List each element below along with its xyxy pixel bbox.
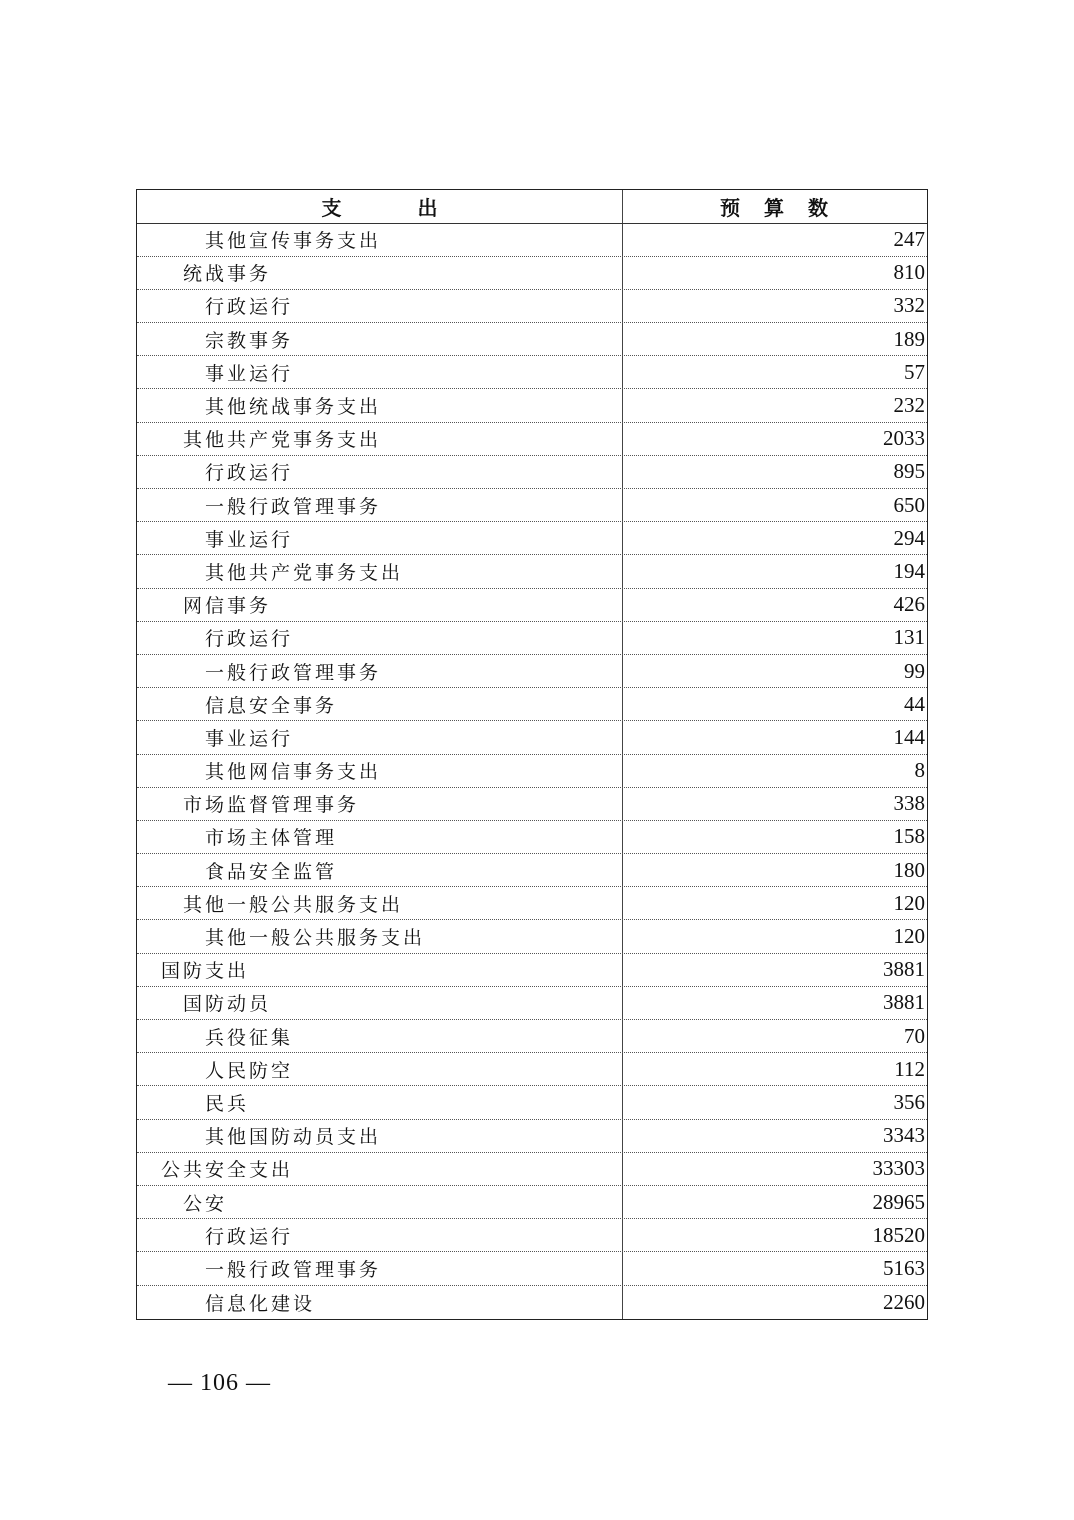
row-budget-value: 57: [904, 359, 925, 384]
header-budget-char: 数: [808, 195, 828, 220]
row-item-name: 网信事务: [137, 589, 623, 621]
table-row: [137, 522, 927, 555]
row-budget-value: 2033: [883, 426, 925, 451]
row-budget-value: 650: [893, 492, 925, 517]
header-budget-char: 算: [764, 195, 784, 220]
table-row: [137, 854, 927, 887]
row-item-name: 兵役征集: [137, 1020, 623, 1052]
row-item-name: 其他网信事务支出: [137, 755, 623, 787]
table-row: [137, 290, 927, 323]
page-number: — 106 —: [168, 1370, 271, 1396]
row-item-name: 食品安全监管: [137, 854, 623, 886]
table-row: [137, 721, 927, 754]
row-item-name: 统战事务: [137, 257, 623, 289]
table-row: [137, 920, 927, 953]
row-budget-value: 3881: [883, 990, 925, 1015]
row-budget-value: 426: [893, 592, 925, 617]
table-row: [137, 1286, 927, 1319]
table-row: [137, 1086, 927, 1119]
row-budget-value: 44: [904, 691, 925, 716]
row-budget-value: 189: [893, 326, 925, 351]
row-item-name: 人民防空: [137, 1053, 623, 1085]
table-row: [137, 1053, 927, 1086]
row-budget-value: 70: [904, 1023, 925, 1048]
row-budget-value: 895: [893, 459, 925, 484]
table-row: [137, 1186, 927, 1219]
table-row: [137, 688, 927, 721]
row-item-name: 其他一般公共服务支出: [137, 920, 623, 952]
row-budget-value: 247: [893, 227, 925, 252]
table-row: [137, 755, 927, 788]
header-budget-char: 预: [720, 195, 740, 220]
row-budget-value: 131: [893, 625, 925, 650]
row-item-name: 事业运行: [137, 356, 623, 388]
table-row: [137, 423, 927, 456]
row-item-name: 国防动员: [137, 987, 623, 1019]
row-item-name: 行政运行: [137, 456, 623, 488]
row-budget-value: 120: [893, 890, 925, 915]
table-row: [137, 589, 927, 622]
row-budget-value: 194: [893, 558, 925, 583]
row-item-name: 其他宣传事务支出: [137, 224, 623, 256]
row-item-name: 公共安全支出: [137, 1153, 623, 1185]
row-item-name: 其他共产党事务支出: [137, 423, 623, 455]
table-row: [137, 1120, 927, 1153]
row-budget-value: 18520: [872, 1222, 925, 1247]
row-budget-value: 2260: [883, 1289, 925, 1314]
row-item-name: 一般行政管理事务: [137, 655, 623, 687]
row-budget-value: 99: [904, 658, 925, 683]
table-row: [137, 788, 927, 821]
row-item-name: 行政运行: [137, 290, 623, 322]
row-item-name: 一般行政管理事务: [137, 489, 623, 521]
table-row: [137, 954, 927, 987]
row-budget-value: 810: [893, 260, 925, 285]
row-budget-value: 3343: [883, 1123, 925, 1148]
row-budget-value: 338: [893, 791, 925, 816]
row-budget-value: 158: [893, 824, 925, 849]
table-row: [137, 987, 927, 1020]
row-item-name: 民兵: [137, 1086, 623, 1118]
table-row: [137, 821, 927, 854]
row-item-name: 公安: [137, 1186, 623, 1218]
row-budget-value: 8: [914, 758, 925, 783]
table-row: [137, 456, 927, 489]
header-expenditure: [137, 190, 623, 223]
row-item-name: 事业运行: [137, 721, 623, 753]
table-row: [137, 224, 927, 257]
table-body: [137, 224, 927, 1319]
table-row: [137, 489, 927, 522]
table-header: [137, 190, 927, 224]
row-budget-value: 3881: [883, 957, 925, 982]
row-item-name: 市场监督管理事务: [137, 788, 623, 820]
row-budget-value: 180: [893, 857, 925, 882]
row-item-name: 其他统战事务支出: [137, 389, 623, 421]
row-item-name: 其他国防动员支出: [137, 1120, 623, 1152]
row-budget-value: 332: [893, 293, 925, 318]
row-budget-value: 356: [893, 1089, 925, 1114]
table-row: [137, 389, 927, 422]
row-item-name: 信息安全事务: [137, 688, 623, 720]
table-row: [137, 323, 927, 356]
header-expenditure-char: 出: [417, 195, 438, 220]
table-row: [137, 1219, 927, 1252]
header-expenditure-char: 支: [321, 195, 342, 220]
row-budget-value: 112: [894, 1056, 925, 1081]
row-item-name: 事业运行: [137, 522, 623, 554]
row-item-name: 市场主体管理: [137, 821, 623, 853]
row-item-name: 一般行政管理事务: [137, 1252, 623, 1284]
row-item-name: 宗教事务: [137, 323, 623, 355]
row-budget-value: 5163: [883, 1255, 925, 1280]
table-row: [137, 555, 927, 588]
table-row: [137, 257, 927, 290]
row-budget-value: 120: [893, 924, 925, 949]
table-row: [137, 655, 927, 688]
table-row: [137, 1252, 927, 1285]
budget-table: [136, 189, 928, 1320]
row-budget-value: 33303: [872, 1156, 925, 1181]
table-row: [137, 1020, 927, 1053]
row-budget-value: 294: [893, 525, 925, 550]
table-row: [137, 1153, 927, 1186]
row-budget-value: 144: [893, 724, 925, 749]
table-row: [137, 356, 927, 389]
row-item-name: 其他一般公共服务支出: [137, 887, 623, 919]
table-row: [137, 622, 927, 655]
row-budget-value: 28965: [872, 1189, 925, 1214]
header-budget: [623, 190, 927, 223]
row-item-name: 信息化建设: [137, 1286, 623, 1319]
row-item-name: 其他共产党事务支出: [137, 555, 623, 587]
row-item-name: 行政运行: [137, 622, 623, 654]
row-item-name: 行政运行: [137, 1219, 623, 1251]
row-budget-value: 232: [893, 393, 925, 418]
row-item-name: 国防支出: [137, 954, 623, 986]
table-row: [137, 887, 927, 920]
